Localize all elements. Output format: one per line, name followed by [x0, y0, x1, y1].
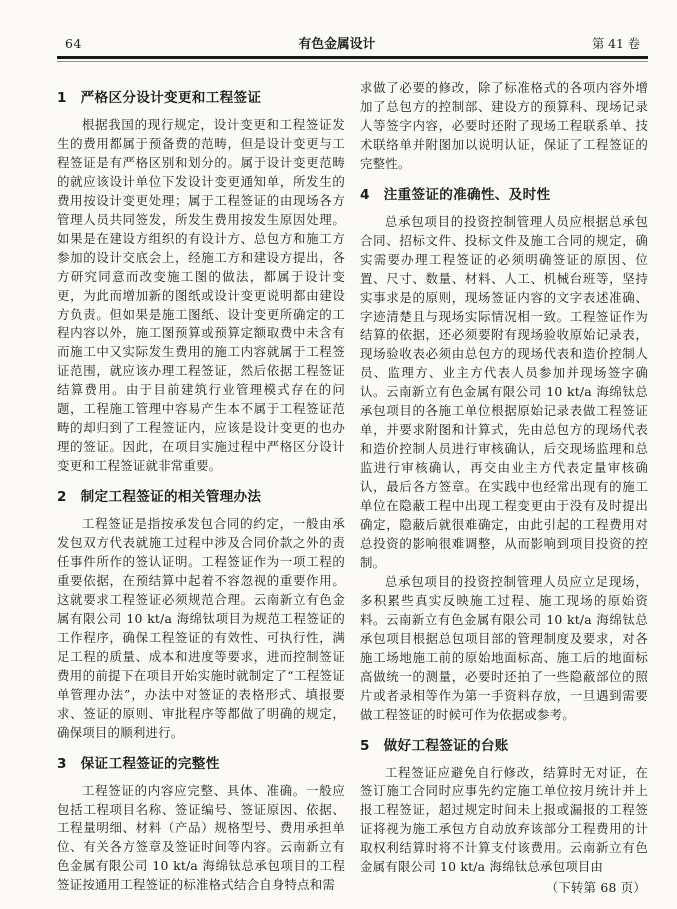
section-heading-1: 1 严格区分设计变更和工程签证 — [57, 90, 262, 106]
journal-title: 有色金属设计 — [298, 37, 376, 52]
volume-label: 第 41 卷 — [591, 37, 640, 51]
page-header — [57, 33, 648, 56]
section-3-paragraph-continued: 求做了必要的修改，除了标准格式的各项内容外增加了总包方的控制部、建设方的预算科、现场记录人等签字内容，必要时还附了现场工程联系单、技术联络单并附图加以说明认证，保证了工程签证的完整性。 — [360, 80, 648, 171]
header-rule-thin — [57, 61, 648, 62]
header-rule-thick — [57, 56, 648, 59]
section-heading-4: 4 注重签证的准确性、及时性 — [360, 186, 551, 203]
section-5-paragraph: 工程签证应避免自行修改，结算时无对证，在签订施工合同时应事先约定施工单位按月统计并上报工程签证，超过规定时间未上报或漏报的工程签证将视为施工承包方自动放弃该部分工程费用的计取权利结算时将不计算支付该费用。云南新立有色金属有限公司 10 kt/a 海绵钛总承包项目由 — [360, 764, 648, 875]
section-heading-3: 3 保证工程签证的完整性 — [57, 755, 220, 772]
section-heading-5: 5 做好工程签证的台账 — [360, 737, 509, 754]
section-1-paragraph: 根据我国的现行规定，设计变更和工程签证发生的费用都属于预备费的范畴，但是设计变更与工程签证是有严格区别和划分的。属于设计变更范畴的就应该设计单位下发设计变更通知单，所发生的费用按设计变更处理；属于工程签证的由现场各方管理人员共同签发，所发生费用按发生原因处理。如果是在建设方组织的有设计方、总包方和施工方参加的设计交底会上，经施工方和建设方提出，各方研究同意而改变施工图的做法，都属于设计变更，为此而增加新的图纸或设计变更说明都由建设方负责。但如果是施工图纸、设计变更所确定的工程内容以外，施工图预算或预算定额取费中未含有而施工中又实际发生费用的施工内容就属于工程签证范围，就应该办理工程签证，然后依据工程签证结算费用。由于目前建筑行业管理模式存在的问题，工程施工管理中容易产生本不属于工程签证范畴的却归到了工程签证内，应该是设计变更的也办理的签证。因此，在项目实施过程中严格区分设计变更和工程签证就非常重要。 — [57, 117, 345, 474]
two-column-body — [57, 79, 648, 897]
section-4-paragraph-1: 总承包项目的投资控制管理人员应根据总承包合同、招标文件、投标文件及施工合同的规定，确实需要办理工程签证的必须明确签证的原因、位置、尺寸、数量、材料、人工、机械台班等，坚持实事求是的原则，现场签证内容的文字表述准确、字迹清楚且与现场实际情况相一致。工程签证作为结算的依据，还必须要附有现场验收原始记录表，现场验收表必须由总包方的现场代表和造价控制人员、监理方、业主方代表人员参加并现场签字确认。云南新立有色金属有限公司 10 kt/a 海绵钛总承包项目的各施工单位根据原始记录表做工程签证单，并要求附图和计算式，先由总包方的现场代表和造价控制人员进行审核确认，后交现场监理和总监进行审核确认，再交由业主方代表定量审核确认，最后各方签章。在实践中也经常出现有的施工单位在隐蔽工程中出现工程变更由于没有及时提出确定，隐蔽后就很难确定，由此引起的工程费用对总投资的影响很难调整，从而影响到项目投资的控制。 — [360, 213, 648, 570]
section-heading-2: 2 制定工程签证的相关管理办法 — [57, 489, 262, 506]
page-number: 64 — [65, 36, 82, 51]
section-2-paragraph: 工程签证是指按承发包合同的约定，一般由承发包双方代表就施工过程中涉及合同价款之外的责任事件所作的签认证明。工程签证作为一项工程的重要依据，在预结算中起着不容忽视的重要作用。这就要求工程签证必须规范合理。云南新立有色金属有限公司 10 kt/a 海绵钛项目为规范工程签证的工作程序，确保工程签证的有效性、可执行性，满足工程的质量、成本和进度等要求，进而控制签证费用的前提下在项目开始实施时就制定了“工程签证单管理办法”，办法中对签证的表格形式、填报要求、签证的原则、审批程序等都做了明确的规定，确保项目的顺利进行。 — [57, 516, 345, 740]
right-column — [360, 79, 648, 897]
left-column — [57, 79, 345, 897]
section-4-paragraph-2: 总承包项目的投资控制管理人员应立足现场，多积累些真实反映施工过程、施工现场的原始资料。云南新立有色金属有限公司 10 kt/a 海绵钛总承包项目根据总包项目部的管理制度及要求，对各施工场地施工前的原始地面标高、施工后的地面标高做统一的测量，必要时还拍了一些隐蔽部位的照片或者录相等作为第一手资料存放，一旦遇到需要做工程签证的时候可作为依据或参考。 — [360, 573, 648, 722]
section-3-paragraph: 工程签证的内容应完整、具体、准确。一般应包括工程项目名称、签证编号、签证原因、依据、工程量明细、材料（产品）规格型号、费用承担单位、有关各方签章及签证时间等内容。云南新立有色金属有限公司 10 kt/a 海绵钛总承包项目的工程签证按通用工程签证的标准格式结合自身特点和需 — [57, 782, 345, 893]
continued-on-page-note: （下转第 68 页） — [545, 880, 646, 896]
